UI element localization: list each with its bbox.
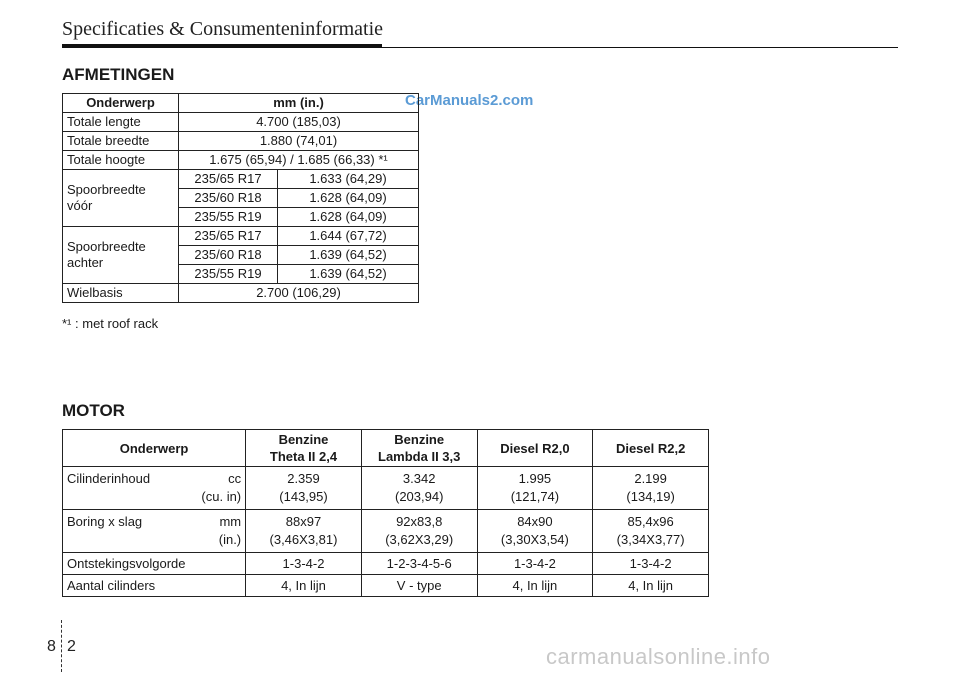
dimensions-title: AFMETINGEN (62, 65, 175, 84)
row-unit: mm (219, 514, 242, 529)
cell: 1.995 (121,74) (477, 467, 593, 510)
row-unit: cc (228, 471, 242, 486)
col-engine (477, 430, 593, 467)
cell: 3.342 (203,94) (361, 467, 477, 510)
col-engine (361, 430, 477, 467)
tyre-size: 235/65 R17 (179, 170, 278, 189)
page-divider (61, 620, 62, 672)
label-line: vóór (67, 198, 93, 213)
row-label: Aantal cilinders (63, 575, 246, 597)
cell: 1-3-4-2 (477, 553, 593, 575)
row-unit: (in.) (218, 532, 242, 547)
col-line: Benzine (394, 432, 445, 447)
col-engine (246, 430, 362, 467)
cell: 84x90 (3,30X3,54) (477, 510, 593, 553)
page-chapter: 8 (47, 638, 56, 655)
tyre-size: 235/55 R19 (179, 265, 278, 284)
col-line: Lambda II 3,3 (378, 449, 461, 464)
tyre-value: 1.628 (64,09) (278, 189, 419, 208)
watermark-top: CarManuals2.com (405, 92, 534, 109)
cell: 4, In lijn (593, 575, 709, 597)
cell: 2.359 (143,95) (246, 467, 362, 510)
tyre-size: 235/55 R19 (179, 208, 278, 227)
cell: 4, In lijn (246, 575, 362, 597)
col-line: Diesel R2,2 (615, 440, 686, 456)
table-row (63, 132, 419, 151)
row-unit: (cu. in) (201, 489, 242, 504)
label-line: Spoorbreedte (67, 239, 146, 254)
row-label: Ontstekingsvolgorde (63, 553, 246, 575)
table-row (63, 113, 419, 132)
table-header-row (63, 430, 709, 467)
table-row (63, 170, 419, 189)
row-label-front-track (63, 170, 179, 227)
row-label: Totale breedte (63, 132, 179, 151)
cell: 2.199 (134,19) (593, 467, 709, 510)
row-label-bore-stroke (63, 510, 246, 553)
table-row (63, 510, 709, 553)
dimensions-table (62, 93, 419, 303)
col-engine (593, 430, 709, 467)
cell: 92x83,8 (3,62X3,29) (361, 510, 477, 553)
engine-table (62, 429, 709, 597)
row-value: 2.700 (106,29) (179, 284, 419, 303)
cell: 88x97 (3,46X3,81) (246, 510, 362, 553)
cell: V - type (361, 575, 477, 597)
tyre-value: 1.628 (64,09) (278, 208, 419, 227)
tyre-value: 1.633 (64,29) (278, 170, 419, 189)
cell: 1-3-4-2 (246, 553, 362, 575)
label-line: achter (67, 255, 104, 270)
header-rule (382, 47, 898, 48)
table-row (63, 151, 419, 170)
footnote (62, 316, 158, 331)
cell: 85,4x96 (3,34X3,77) (593, 510, 709, 553)
page-header-title: Specificaties & Consumenteninformatie (62, 18, 384, 40)
cell: 4, In lijn (477, 575, 593, 597)
tyre-size: 235/60 R18 (179, 246, 278, 265)
table-row (63, 575, 709, 597)
col-subject: Onderwerp (63, 94, 179, 113)
footnote-mark: *¹ (62, 316, 72, 331)
row-label: Boring x slag (67, 514, 143, 529)
col-line: Theta II 2,4 (269, 449, 338, 464)
table-row (63, 227, 419, 246)
footnote-text: : met roof rack (75, 316, 159, 331)
row-value: 4.700 (185,03) (179, 113, 419, 132)
cell: 1-3-4-2 (593, 553, 709, 575)
row-label-rear-track (63, 227, 179, 284)
col-subject: Onderwerp (63, 430, 246, 467)
tyre-value: 1.639 (64,52) (278, 265, 419, 284)
row-label: Wielbasis (63, 284, 179, 303)
label-line: Spoorbreedte (67, 182, 146, 197)
row-label: Cilinderinhoud (67, 471, 151, 486)
tyre-size: 235/60 R18 (179, 189, 278, 208)
row-value: 1.675 (65,94) / 1.685 (66,33) *¹ (179, 151, 419, 170)
row-label: Totale lengte (63, 113, 179, 132)
tyre-value: 1.639 (64,52) (278, 246, 419, 265)
tyre-size: 235/65 R17 (179, 227, 278, 246)
table-row (63, 553, 709, 575)
col-line: Diesel R2,0 (500, 440, 570, 456)
row-value: 1.880 (74,01) (179, 132, 419, 151)
cell: 1-2-3-4-5-6 (361, 553, 477, 575)
header-bar (62, 44, 382, 48)
table-row (63, 467, 709, 510)
row-label-displacement (63, 467, 246, 510)
watermark-bottom: carmanualsonline.info (546, 644, 771, 669)
page-number: 2 (67, 638, 76, 655)
col-unit: mm (in.) (179, 94, 419, 113)
tyre-value: 1.644 (67,72) (278, 227, 419, 246)
row-label: Totale hoogte (63, 151, 179, 170)
table-row (63, 284, 419, 303)
col-line: Benzine (278, 432, 329, 447)
engine-title: MOTOR (62, 401, 125, 420)
table-header-row (63, 94, 419, 113)
